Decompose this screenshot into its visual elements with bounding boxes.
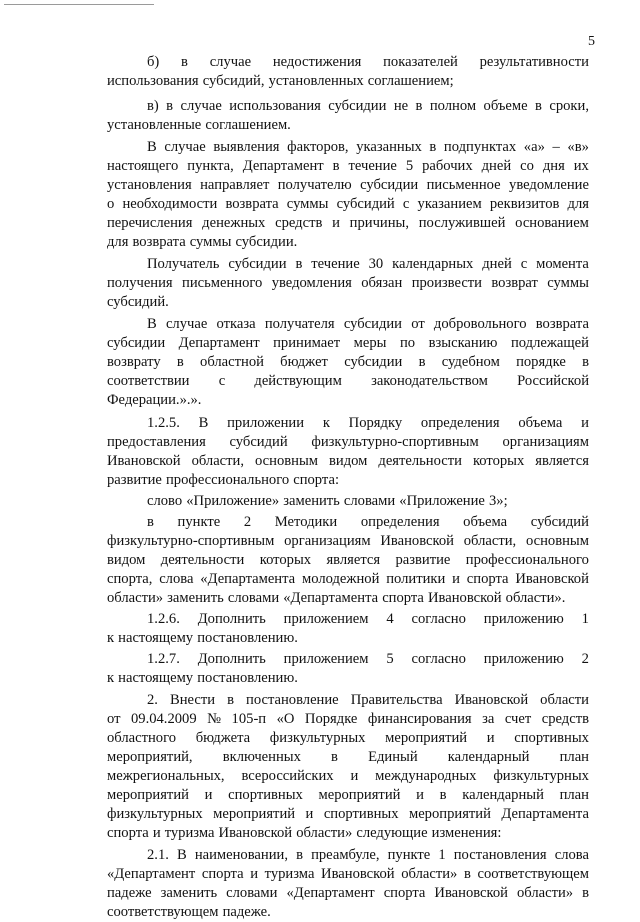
page-number: 5 — [588, 34, 595, 49]
paragraph — [107, 492, 589, 511]
text-line: о необходимости возврата суммы субсидий с указанием реквизитов для — [107, 196, 589, 212]
text-line: в) в случае использования субсидии не в полном объеме в сроки, — [147, 98, 589, 114]
text-line: к настоящему постановлению. — [107, 670, 298, 686]
text-line: «Департамент спорта и туризма Ивановской области» в соответствующем — [107, 866, 589, 882]
text-line: перечисления денежных средств и причины, послужившей основанием — [107, 215, 589, 231]
text-line: субсидий. — [107, 294, 169, 310]
text-line: в пункте 2 Методики определения объема субсидий — [147, 514, 589, 530]
text-line: В случае выявления факторов, указанных в подпунктах «а» – «в» — [147, 139, 589, 155]
text-line: В случае отказа получателя субсидии от добровольного возврата — [147, 316, 589, 332]
text-line: Федерации.».». — [107, 392, 202, 408]
text-line: 2.1. В наименовании, в преамбуле, пункте 1 постановления слова — [147, 847, 589, 863]
paragraph — [107, 138, 589, 252]
paragraph — [107, 846, 589, 922]
text-line: для возврата суммы субсидии. — [107, 234, 298, 250]
text-line: спорта, слова «Департамента молодежной политики и спорта Ивановской — [107, 571, 589, 587]
paragraph — [107, 691, 589, 843]
text-line: слово «Приложение» заменить словами «Приложение 3»; — [147, 493, 508, 509]
text-line: установления направляет получателю субсидии письменное уведомление — [107, 177, 589, 193]
paragraph — [107, 53, 589, 91]
text-line: предоставления субсидий физкультурно-спортивным организациям — [107, 434, 589, 450]
text-line: 1.2.6. Дополнить приложением 4 согласно приложению 1 — [147, 611, 589, 627]
text-line: субсидии Департамент принимает меры по взысканию подлежащей — [107, 335, 589, 351]
text-line: 2. Внести в постановление Правительства Ивановской области — [147, 692, 589, 708]
text-line: развитие профессионального спорта: — [107, 472, 339, 488]
text-line: падеже заменить словами «Департамент спорта Ивановской области» в — [107, 885, 589, 901]
text-line: соответствующем падеже. — [107, 904, 271, 920]
text-line: установленные соглашением. — [107, 117, 291, 133]
paragraph — [107, 97, 589, 135]
text-line: мероприятий и спортивных мероприятий и в календарный план — [107, 787, 589, 803]
text-line: Получатель субсидии в течение 30 календарных дней с момента — [147, 256, 589, 272]
text-line: области» заменить словами «Департамента спорта Ивановской области». — [107, 590, 566, 606]
text-line: видом деятельности которых является развитие профессионального — [107, 552, 589, 568]
text-line: межрегиональных, всероссийских и международных физкультурных — [107, 768, 589, 784]
paragraph — [107, 255, 589, 312]
text-line: настоящего пункта, Департамент в течение 5 рабочих дней со дня их — [107, 158, 589, 174]
text-line: 1.2.5. В приложении к Порядку определения объема и — [147, 415, 589, 431]
scan-edge-line — [4, 4, 154, 5]
paragraph — [107, 315, 589, 410]
text-line: б) в случае недостижения показателей результативности — [147, 54, 589, 70]
text-line: соответствии с действующим законодательством Российской — [107, 373, 589, 389]
text-line: возврату в областной бюджет субсидии в судебном порядке в — [107, 354, 589, 370]
text-line: к настоящему постановлению. — [107, 630, 298, 646]
text-line: 1.2.7. Дополнить приложением 5 согласно приложению 2 — [147, 651, 589, 667]
text-line: Ивановской области, основным видом деятельности которых является — [107, 453, 589, 469]
text-line: мероприятий, включенных в Единый календарный план — [107, 749, 589, 765]
document-body — [107, 53, 589, 922]
text-line: физкультурных мероприятий и спортивных мероприятий Департамента — [107, 806, 589, 822]
paragraph — [107, 610, 589, 648]
paragraph — [107, 650, 589, 688]
text-line: получения письменного уведомления обязан произвести возврат суммы — [107, 275, 589, 291]
text-line: использования субсидий, установленных соглашением; — [107, 73, 454, 89]
text-line: физкультурно-спортивным организациям Ивановской области, основным — [107, 533, 589, 549]
paragraph — [107, 513, 589, 608]
text-line: от 09.04.2009 № 105-п «О Порядке финансирования за счет средств — [107, 711, 589, 727]
paragraph — [107, 414, 589, 490]
text-line: спорта и туризма Ивановской области» следующие изменения: — [107, 825, 502, 841]
text-line: областного бюджета физкультурных мероприятий и спортивных — [107, 730, 589, 746]
